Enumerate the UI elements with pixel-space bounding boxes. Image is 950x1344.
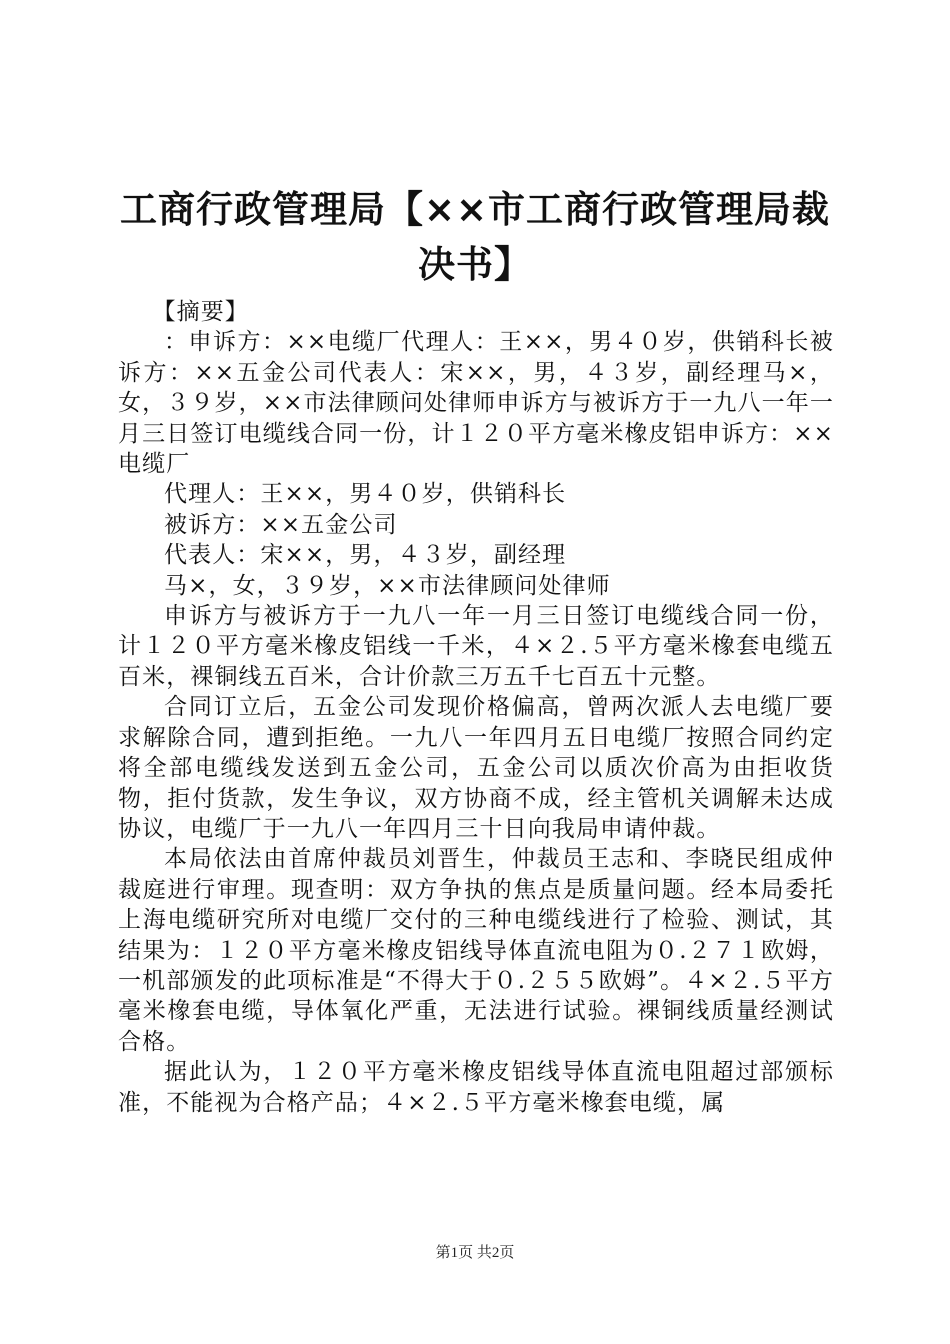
paragraph-summary: ：申诉方：××电缆厂代理人：王××，男４０岁，供销科长被诉方：××五金公司代表人：宋××，男，４３岁，副经理马×，女，３９岁，××市法律顾问处律师申诉方与被诉方于一九八一年一月三日签订电缆线合同一份，计１２０平方毫米橡皮铝申诉方：××电缆厂 xyxy=(118,329,834,478)
paragraph-agent: 代理人：王××，男４０岁，供销科长 xyxy=(164,481,567,508)
document-body xyxy=(118,297,834,1118)
page-footer xyxy=(0,1243,950,1263)
paragraph-investigation: 本局依法由首席仲裁员刘晋生，仲裁员王志和、李晓民组成仲裁庭进行审理。现查明：双方争执的焦点是质量问题。经本局委托上海电缆研究所对电缆厂交付的三种电缆线进行了检验、测试，其结果为：１２０平方毫米橡皮铝线导体直流电阻为０.２７１欧姆，一机部颁发的此项标准是“不得大于０.２５５欧姆”。４×２.５平方毫米橡套电缆，导体氧化严重，无法进行试验。裸铜线质量经测试合格。 xyxy=(118,846,834,1055)
paragraph-respondent: 被诉方：××五金公司 xyxy=(164,511,398,538)
page-number: 第1页 共2页 xyxy=(435,1245,515,1261)
paragraph-dispute: 合同订立后，五金公司发现价格偏高，曾两次派人去电缆厂要求解除合同，遭到拒绝。一九八一年四月五日电缆厂按照合同约定将全部电缆线发送到五金公司，五金公司以质次价高为由拒收货物，拒付货款，发生争议，双方协商不成，经主管机关调解未达成协议，电缆厂于一九八一年四月三十日向我局申请仲裁。 xyxy=(118,694,834,842)
paragraph-representative: 代表人：宋××，男，４３岁，副经理 xyxy=(164,542,567,569)
paragraph-conclusion: 据此认为，１２０平方毫米橡皮铝线导体直流电阻超过部颁标准，不能视为合格产品；４×２.５平方毫米橡套电缆，属 xyxy=(118,1059,834,1116)
document-title: 工商行政管理局【××市工商行政管理局裁决书】 xyxy=(119,188,830,286)
abstract-heading: 【摘要】 xyxy=(152,299,249,325)
paragraph-contract: 申诉方与被诉方于一九八一年一月三日签订电缆线合同一份，计１２０平方毫米橡皮铝线一千米，４×２.５平方毫米橡套电缆五百米，裸铜线五百米，合计价款三万五千七百五十元整。 xyxy=(118,603,834,690)
paragraph-lawyer: 马×，女，３９岁，××市法律顾问处律师 xyxy=(164,572,611,599)
